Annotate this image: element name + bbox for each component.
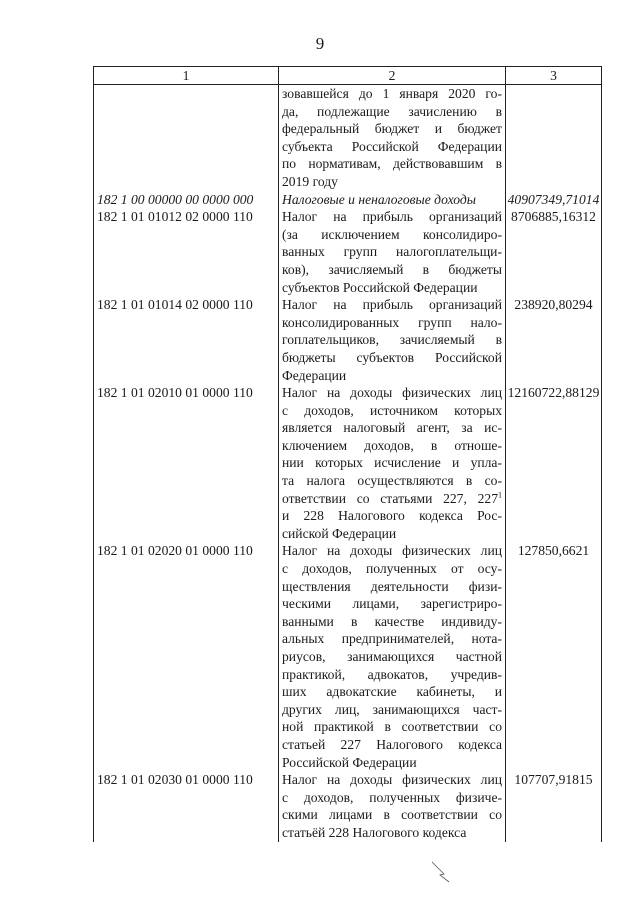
description-line [282, 525, 502, 543]
description-text: Налог на доходы физических лиц [282, 543, 502, 559]
description-text: консолидированных групп нало- [282, 314, 502, 330]
description-text: скими лицами в соответствии со [282, 807, 502, 823]
description-text: ной практикой в соответствии со [282, 719, 502, 735]
revenue-description [279, 191, 506, 209]
amount: 40907349,71014 [506, 191, 602, 209]
header-col-1: 1 [94, 67, 279, 85]
table-row [94, 191, 602, 209]
description-text: ших адвокатские кабинеты, и [282, 684, 502, 700]
description-line [282, 437, 502, 455]
description-line [282, 806, 502, 824]
description-line: по нормативам, действовавшим в [282, 156, 502, 172]
description-text: Налог на прибыль организаций [282, 297, 502, 313]
description-line [282, 736, 502, 754]
description-line: зовавшейся до 1 января 2020 го- [282, 86, 502, 101]
description-line [282, 718, 502, 736]
revenue-description [279, 296, 506, 384]
continuation-code [94, 85, 279, 191]
description-text: Федерации [282, 367, 347, 383]
description-text: других лиц, занимающихся част- [282, 701, 502, 717]
description-line [282, 314, 502, 332]
amount: 238920,80294 [506, 296, 602, 384]
description-text: практикой, адвокатов, учредив- [282, 666, 502, 682]
table-row [94, 542, 602, 771]
budget-code: 182 1 00 00000 00 0000 000 [94, 191, 279, 209]
description-line [282, 824, 502, 842]
description-text: Налоговые и неналоговые доходы [282, 191, 476, 207]
description-line [282, 507, 502, 525]
revenue-description [279, 542, 506, 771]
amount: 8706885,16312 [506, 208, 602, 296]
description-text: ков), зачисляемый в бюджеты [282, 261, 502, 277]
description-text: альных предпринимателей, нота- [282, 631, 502, 647]
description-line [282, 331, 502, 349]
continuation-row [94, 85, 602, 191]
description-text: ванных групп налогоплательщи- [282, 244, 502, 260]
table-row [94, 771, 602, 841]
description-line [282, 490, 502, 508]
description-line [282, 648, 502, 666]
amount: 127850,6621 [506, 542, 602, 771]
description-line [282, 384, 502, 402]
description-text: с доходов, источником которых [282, 402, 502, 418]
description-text: Российской Федерации [282, 754, 417, 770]
page-number: 9 [315, 34, 325, 53]
amount: 107707,91815 [506, 771, 602, 841]
table-header [94, 67, 602, 85]
description-line [282, 191, 502, 209]
description-line: федеральный бюджет и бюджет [282, 121, 502, 137]
description-line: да, подлежащие зачислению в [282, 103, 502, 119]
continuation-description [279, 85, 506, 191]
description-text: гоплательщиков, зачисляемый в [282, 332, 502, 348]
table-row [94, 384, 602, 542]
description-text: та налога осуществляются в со- [282, 473, 502, 489]
description-line [282, 296, 502, 314]
description-line [282, 666, 502, 684]
description-line [282, 754, 502, 772]
header-row [94, 67, 602, 85]
description-text: является налоговый агент, за ис- [282, 420, 502, 436]
description-text: ческими лицами, зарегистриро- [282, 596, 502, 612]
description-line [282, 279, 502, 297]
description-line [282, 472, 502, 490]
description-line [282, 454, 502, 472]
description-text: ванными в качестве индивиду- [282, 613, 502, 629]
table-row [94, 296, 602, 384]
description-line [282, 367, 502, 385]
description-line [282, 630, 502, 648]
budget-code: 182 1 01 02010 01 0000 110 [94, 384, 279, 542]
description-text: ществления деятельности физи- [282, 578, 502, 594]
description-line [282, 542, 502, 560]
amount: 12160722,88129 [506, 384, 602, 542]
continuation-amount [506, 85, 602, 191]
description-text: с доходов, полученных физиче- [282, 789, 502, 805]
budget-code: 182 1 01 02030 01 0000 110 [94, 771, 279, 841]
pen-mark [430, 860, 452, 884]
description-text: бюджеты субъектов Российской [282, 349, 502, 365]
description-line: субъекта Российской Федерации [282, 138, 502, 154]
description-line [282, 771, 502, 789]
description-text: сийской Федерации [282, 525, 397, 541]
description-text: ключением доходов, в отноше- [282, 437, 502, 453]
description-text: Налог на прибыль организаций [282, 209, 502, 225]
description-text: нии которых исчисление и упла- [282, 455, 502, 471]
description-line [282, 208, 502, 226]
header-col-2: 2 [279, 67, 506, 85]
description-line [282, 701, 502, 719]
description-text: ответствии со статьями 227, 227 [282, 490, 498, 506]
description-line [282, 789, 502, 807]
description-line [282, 560, 502, 578]
description-line [282, 595, 502, 613]
revenue-description [279, 771, 506, 841]
description-line [282, 419, 502, 437]
description-line [282, 578, 502, 596]
description-line [282, 683, 502, 701]
header-col-3: 3 [506, 67, 602, 85]
description-text: риусов, занимающихся частной [282, 649, 502, 664]
description-line [282, 243, 502, 261]
table-row [94, 208, 602, 296]
table-body [94, 85, 602, 842]
description-text: статьёй 228 Налогового кодекса [282, 824, 467, 840]
superscript: 1 [498, 490, 502, 500]
revenue-table [93, 66, 602, 842]
description-text: статьей 227 Налогового кодекса [282, 736, 502, 752]
budget-code: 182 1 01 02020 01 0000 110 [94, 542, 279, 771]
revenue-description [279, 208, 506, 296]
description-text: Налог на доходы физических лиц [282, 772, 502, 788]
description-text: с доходов, полученных от осу- [282, 561, 502, 577]
description-text: и 228 Налогового кодекса Рос- [282, 508, 502, 524]
description-line [282, 613, 502, 631]
description-text: субъектов Российской Федерации [282, 279, 478, 295]
description-line [282, 261, 502, 279]
revenue-description [279, 384, 506, 542]
description-line [282, 349, 502, 367]
description-line: 2019 году [282, 173, 338, 189]
budget-code: 182 1 01 01014 02 0000 110 [94, 296, 279, 384]
description-text: Налог на доходы физических лиц [282, 385, 502, 401]
description-line [282, 226, 502, 244]
description-text: (за исключением консолидиро- [282, 226, 502, 242]
budget-code: 182 1 01 01012 02 0000 110 [94, 208, 279, 296]
description-line [282, 402, 502, 420]
